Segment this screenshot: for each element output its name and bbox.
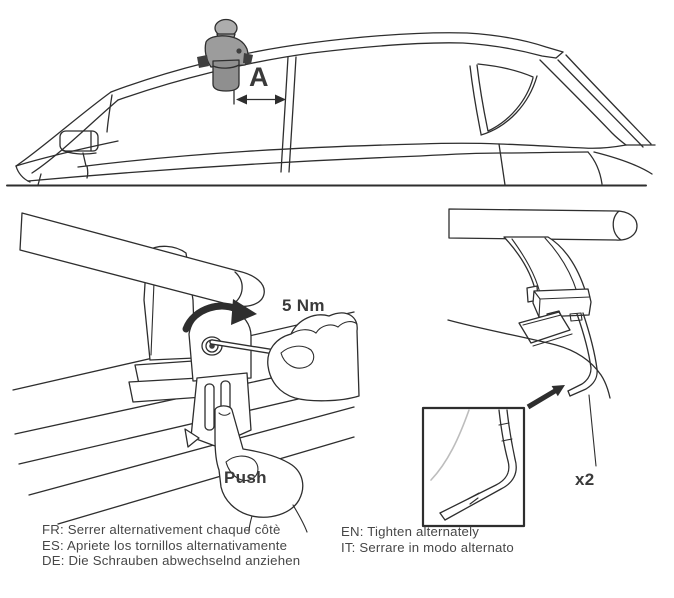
- instruction-it: IT: Serrare in modo alternato: [341, 539, 514, 555]
- hook-bracket: [568, 313, 597, 396]
- instruction-fr: FR: Serrer alternativement chaque côtè: [42, 522, 281, 537]
- instructions-right-column: [341, 524, 514, 555]
- dimension-arrow: [234, 91, 286, 105]
- detail-callout-arrow: [527, 385, 565, 409]
- crossbar-clamp-drawing: [0, 198, 360, 534]
- push-label: Push: [224, 468, 267, 487]
- tightening-hand: [268, 313, 359, 401]
- detail-inset-box: [423, 408, 524, 526]
- instruction-en: EN: Tighten alternately: [341, 524, 480, 539]
- crossbar: [20, 213, 264, 306]
- instruction-es: ES: Apriete los tornillos alternativamente: [42, 537, 288, 553]
- quantity-label: x2: [575, 470, 595, 489]
- torque-label: 5 Nm: [282, 296, 325, 315]
- car-side-view-drawing: [0, 0, 674, 196]
- instructions-left-column: [42, 522, 300, 569]
- instruction-de: DE: Die Schrauben abwechselnd anziehen: [42, 553, 301, 569]
- car-body-outline: [16, 33, 655, 185]
- crossbar-end: [449, 209, 637, 240]
- dimension-a-label: A: [249, 62, 269, 92]
- roof-bracket-drawing: [400, 195, 674, 540]
- roof-mount: [197, 20, 253, 92]
- quantity-leader-line: [589, 395, 596, 466]
- foot-strap: [504, 237, 591, 321]
